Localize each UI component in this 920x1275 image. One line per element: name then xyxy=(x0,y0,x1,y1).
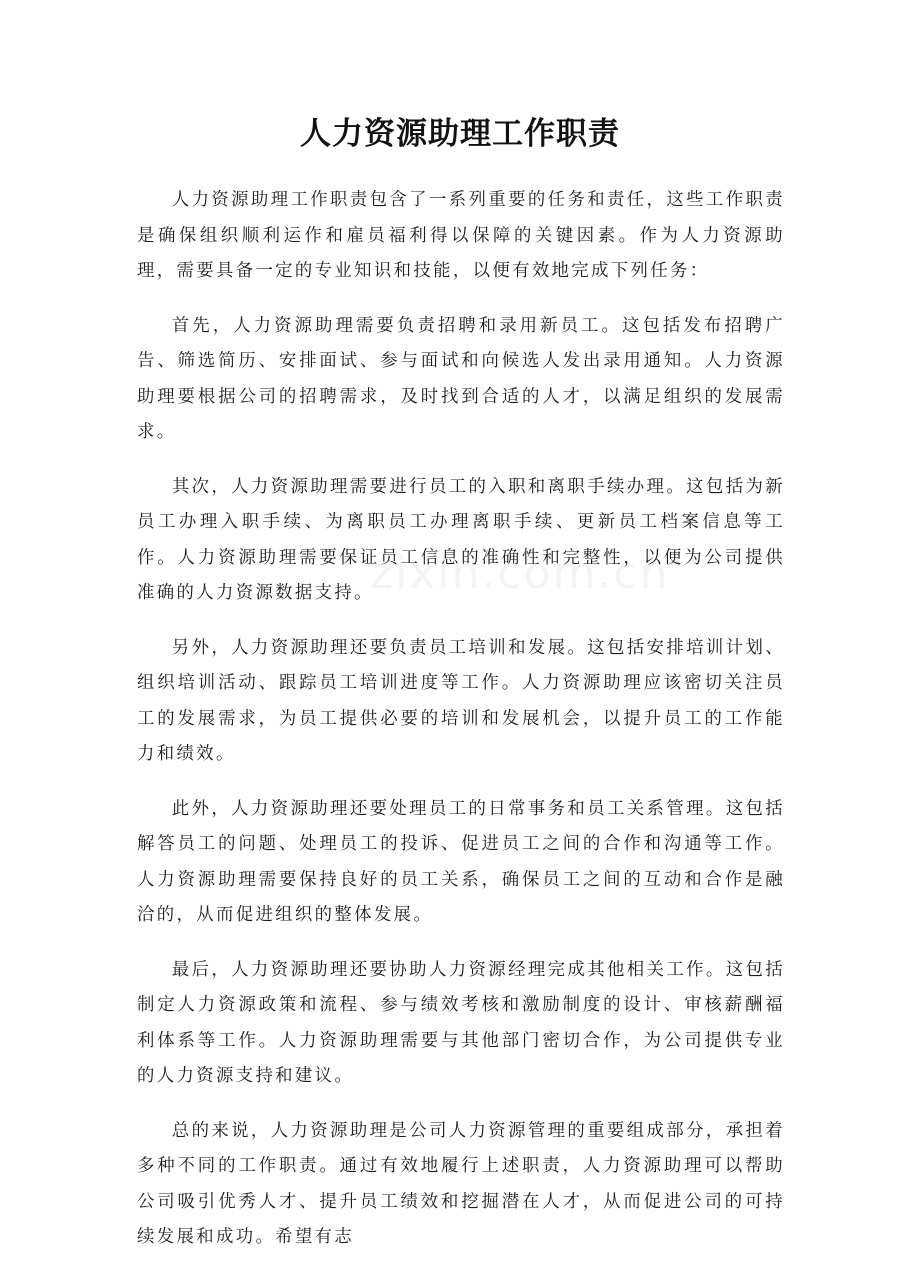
paragraph-recruitment: 首先，人力资源助理需要负责招聘和录用新员工。这包括发布招聘广告、筛选简历、安排面试、参与面试和向候选人发出录用通知。人力资源助理要根据公司的招聘需求，及时找到合适的人才，以满足组织的发展需求。 xyxy=(137,315,785,442)
paragraph-other-duties: 最后，人力资源助理还要协助人力资源经理完成其他相关工作。这包括制定人力资源政策和流程、参与绩效考核和激励制度的设计、审核薪酬福利体系等工作。人力资源助理需要与其他部门密切合作，为公司提供专业的人力资源支持和建议。 xyxy=(137,959,785,1086)
page-title: 人力资源助理工作职责 xyxy=(300,116,620,152)
paragraph-intro: 人力资源助理工作职责包含了一系列重要的任务和责任，这些工作职责是确保组织顺利运作和雇员福利得以保障的关键因素。作为人力资源助理，需要具备一定的专业知识和技能，以便有效地完成下列任务： xyxy=(137,190,785,281)
document-body xyxy=(137,183,785,1275)
paragraph-employee-relations: 此外，人力资源助理还要处理员工的日常事务和员工关系管理。这包括解答员工的问题、处理员工的投诉、促进员工之间的合作和沟通等工作。人力资源助理需要保持良好的员工关系，确保员工之间的互动和合作是融洽的，从而促进组织的整体发展。 xyxy=(137,798,785,925)
paragraph-summary: 总的来说，人力资源助理是公司人力资源管理的重要组成部分，承担着多种不同的工作职责。通过有效地履行上述职责，人力资源助理可以帮助公司吸引优秀人才、提升员工绩效和挖掘潜在人才，从而促进公司的可持续发展和成功。希望有志 xyxy=(137,1120,785,1247)
paragraph-training: 另外，人力资源助理还要负责员工培训和发展。这包括安排培训计划、组织培训活动、跟踪员工培训进度等工作。人力资源助理应该密切关注员工的发展需求，为员工提供必要的培训和发展机会，以提升员工的工作能力和绩效。 xyxy=(137,637,785,764)
paragraph-onboarding: 其次，人力资源助理需要进行员工的入职和离职手续办理。这包括为新员工办理入职手续、为离职员工办理离职手续、更新员工档案信息等工作。人力资源助理需要保证员工信息的准确性和完整性，以便为公司提供准确的人力资源数据支持。 xyxy=(137,476,785,603)
